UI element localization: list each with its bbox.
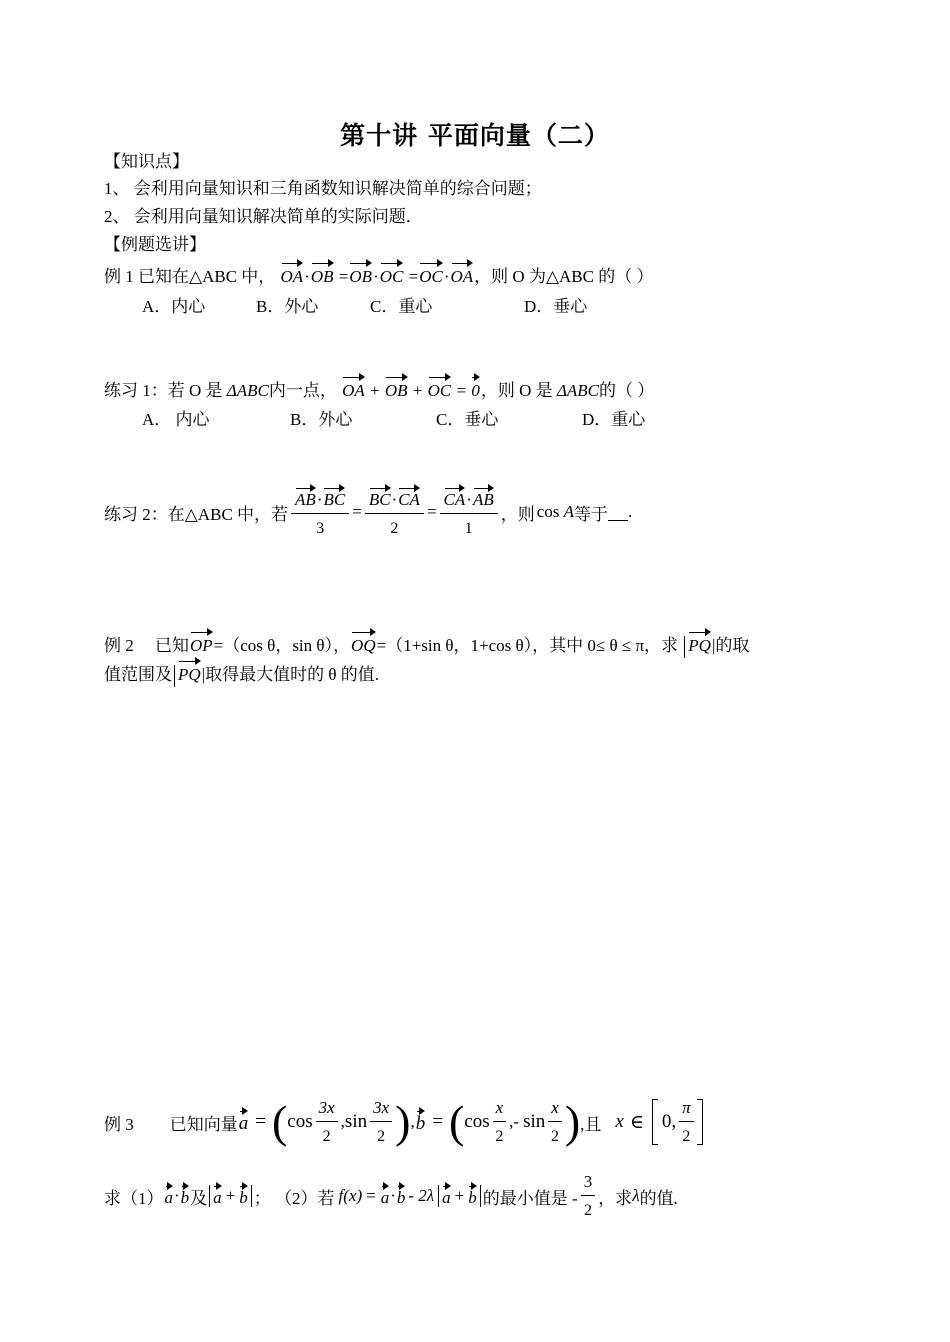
example-3-line-1: 例 3 已知向量 a = ( cos $\frac{3x}{2}$ , sin $\frac{3x}{2}$ ) , b = ( cos $\frac{x}{2}$ , - sin $\frac{x}{2}$ ) ,且 x ∈ 0, $\frac{\pi}{2}$ — [104, 1098, 703, 1146]
variable-x: x — [615, 1111, 624, 1132]
page-title: 第十讲 平面向量（二） — [340, 121, 610, 150]
denominator: 3 — [316, 520, 325, 537]
vector-oc: OC — [419, 261, 443, 289]
numerator: 3x — [316, 1098, 338, 1122]
example-2-line-2 — [104, 659, 379, 687]
example-2-text: |取得最大值时的 θ 的值. — [201, 665, 379, 684]
vector-pq: PQ — [178, 659, 201, 687]
abs-bar — [480, 1185, 481, 1207]
denominator: 2 — [322, 1128, 331, 1145]
vector-b: b — [468, 1184, 477, 1208]
triangle-abc: ΔABC — [226, 381, 269, 400]
practice-2-question: 练习 2：在△ABC 中，若 $\frac{AB\cdot BC}{3}$ = $\frac{BC\cdot CA}{2}$ = $\frac{CA\cdot AB}{1}$ ，则 cos A 等于 . — [104, 486, 632, 538]
knowledge-header: 【知识点】 — [104, 152, 189, 171]
fraction-x-2 — [493, 1098, 507, 1146]
denominator: 2 — [583, 1202, 592, 1219]
vector-b: b — [239, 1184, 248, 1208]
example-3-text: 的最小值是 - — [482, 1188, 578, 1208]
example-2-text: =（1+sin θ，1+cos θ），其中 0≤ θ ≤ π，求 — [376, 636, 679, 655]
denominator: 2 — [377, 1128, 386, 1145]
example-1-option-c: C．重心 — [370, 297, 433, 316]
practice-1-mid: 内一点， — [268, 381, 337, 400]
numerator: π — [679, 1098, 694, 1122]
vector-a: a — [165, 1184, 174, 1208]
fraction-ca-ab: $\frac{CA\cdot AB}{1}$ — [440, 486, 498, 538]
vector-ob: OB — [385, 375, 408, 403]
abs-bar — [684, 636, 685, 658]
example-3-text: ,且 — [580, 1114, 602, 1134]
practice-1-option-a: A． 内心 — [142, 410, 210, 429]
comma: , — [340, 1112, 345, 1131]
comma: , — [410, 1112, 415, 1131]
fraction-x-2 — [548, 1098, 562, 1146]
vector-b: b — [397, 1184, 406, 1208]
cos-label: cos — [536, 502, 560, 521]
numerator: 3x — [370, 1098, 392, 1122]
abs-bar — [251, 1185, 252, 1207]
example-3-question-prefix: 求（1） — [104, 1188, 164, 1208]
triangle-abc: ΔABC — [556, 381, 599, 400]
example-2-label: 例 2 — [104, 636, 134, 655]
minus-2-lambda: - 2λ — [408, 1186, 435, 1205]
practice-1-prefix: 练习 1：若 O 是 — [104, 381, 223, 400]
equals: = — [255, 1111, 266, 1132]
vector-op: OP — [190, 630, 213, 658]
minus: - — [513, 1112, 520, 1131]
equals: = — [432, 1111, 443, 1132]
vector-oa: OA — [281, 261, 304, 289]
practice-1-suffix-2: 的（ ） — [599, 381, 655, 400]
example-3-text: ； （2）若 — [253, 1188, 335, 1208]
example-1-option-a: A．内心 — [142, 297, 206, 316]
fraction-pi-2 — [679, 1098, 694, 1146]
practice-2-suffix: 等于 — [574, 504, 609, 524]
knowledge-item-2: 2、 会利用向量知识解决简单的实际问题． — [104, 207, 423, 226]
vector-bc: BC — [369, 486, 391, 510]
numerator: x — [493, 1098, 507, 1122]
vector-ca: CA — [444, 486, 466, 510]
sin-label: sin — [523, 1111, 546, 1132]
example-3-text: 已知向量 — [169, 1114, 238, 1134]
sin-label: sin — [344, 1111, 368, 1132]
cos-label: cos — [287, 1111, 313, 1132]
vector-b: b — [181, 1184, 190, 1208]
vector-oq: OQ — [351, 630, 376, 658]
example-3-text: ，求 — [598, 1188, 633, 1208]
right-bracket — [697, 1099, 703, 1145]
plus: + — [225, 1186, 236, 1205]
example-3-line-2 — [104, 1172, 678, 1220]
function-arg: (x) — [343, 1186, 363, 1205]
denominator: 2 — [682, 1128, 691, 1145]
example-3-text: 的值. — [639, 1188, 678, 1208]
denominator: 2 — [495, 1128, 504, 1145]
example-1-suffix: ，则 O 为△ABC 的（ ） — [474, 267, 654, 286]
vector-oa: OA — [342, 375, 365, 403]
cos-label: cos — [464, 1111, 490, 1132]
dot: · — [390, 1186, 396, 1205]
practice-2-prefix: 练习 2：在△ABC 中，若 — [104, 504, 289, 524]
period: . — [628, 502, 633, 521]
numerator: x — [548, 1098, 562, 1122]
answer-blank — [608, 504, 628, 521]
practice-1-suffix-1: ，则 O 是 — [480, 381, 553, 400]
numerator: 3 — [581, 1172, 596, 1196]
abs-bar — [174, 665, 175, 687]
abs-bar — [438, 1185, 439, 1207]
fraction-3x-2 — [316, 1098, 338, 1146]
vector-a: a — [381, 1184, 390, 1208]
example-1-prefix: 例 1 已知在△ABC 中， — [104, 267, 276, 286]
example-1-question: 例 1 已知在△ABC 中， OA·OB =OB·OC =OC·OA，则 O 为△ABC 的（ ） — [104, 261, 653, 289]
vector-a: a — [213, 1184, 222, 1208]
knowledge-item-1: 1、 会利用向量知识和三角函数知识解决简单的综合问题； — [104, 179, 542, 198]
plus: + — [454, 1186, 465, 1205]
vector-ab: AB — [473, 486, 494, 510]
equals: = — [366, 1186, 376, 1205]
vector-bc: BC — [323, 486, 345, 510]
vector-ob: OB — [349, 261, 372, 289]
example-1-option-d: D．垂心 — [524, 297, 588, 316]
example-1-option-b: B．外心 — [256, 297, 319, 316]
denominator: 2 — [390, 520, 399, 537]
vector-pq: PQ — [688, 630, 711, 658]
fraction-3x-2 — [370, 1098, 392, 1146]
example-3-text: 及 — [190, 1188, 208, 1208]
vector-ab: AB — [295, 486, 316, 510]
fraction-3-2 — [581, 1172, 596, 1220]
interval-start: 0, — [661, 1111, 677, 1132]
fraction-ab-bc: $\frac{AB\cdot BC}{3}$ — [291, 486, 349, 538]
dot: · — [174, 1186, 180, 1205]
vector-a: a — [442, 1184, 451, 1208]
lambda: λ — [632, 1186, 640, 1205]
vector-ob: OB — [311, 261, 334, 289]
angle-a: A — [563, 502, 575, 521]
function-f: f — [338, 1186, 344, 1205]
denominator: 1 — [464, 520, 473, 537]
vector-ca: CA — [398, 486, 420, 510]
vector-oc: OC — [428, 375, 452, 403]
example-2-line-1 — [104, 630, 749, 658]
practice-1-option-d: D．重心 — [582, 410, 646, 429]
example-2-text: 已知 — [155, 636, 189, 655]
example-2-text: |的取 — [711, 636, 750, 655]
element-of: ∈ — [629, 1111, 644, 1133]
practice-1-option-b: B．外心 — [290, 410, 353, 429]
denominator: 2 — [551, 1128, 560, 1145]
examples-header: 【例题选讲】 — [104, 235, 206, 254]
vector-a: a — [239, 1109, 249, 1135]
comma: , — [509, 1112, 514, 1131]
example-2-text: 值范围及 — [104, 665, 172, 684]
vector-b: b — [416, 1109, 426, 1135]
left-bracket — [652, 1099, 658, 1145]
practice-2-mid: ，则 — [500, 504, 535, 524]
example-2-text: =（cos θ，sin θ）， — [213, 636, 351, 655]
vector-oa: OA — [451, 261, 474, 289]
zero-vector: 0 — [471, 375, 480, 403]
vector-oc: OC — [380, 261, 404, 289]
practice-1-option-c: C．垂心 — [436, 410, 499, 429]
abs-bar — [209, 1185, 210, 1207]
fraction-bc-ca: $\frac{BC\cdot CA}{2}$ — [365, 486, 424, 538]
practice-1-question: 练习 1：若 O 是 ΔABC内一点， OA + OB + OC = 0，则 O 是 ΔABC的（ ） — [104, 375, 654, 403]
example-3-label: 例 3 — [104, 1114, 134, 1134]
